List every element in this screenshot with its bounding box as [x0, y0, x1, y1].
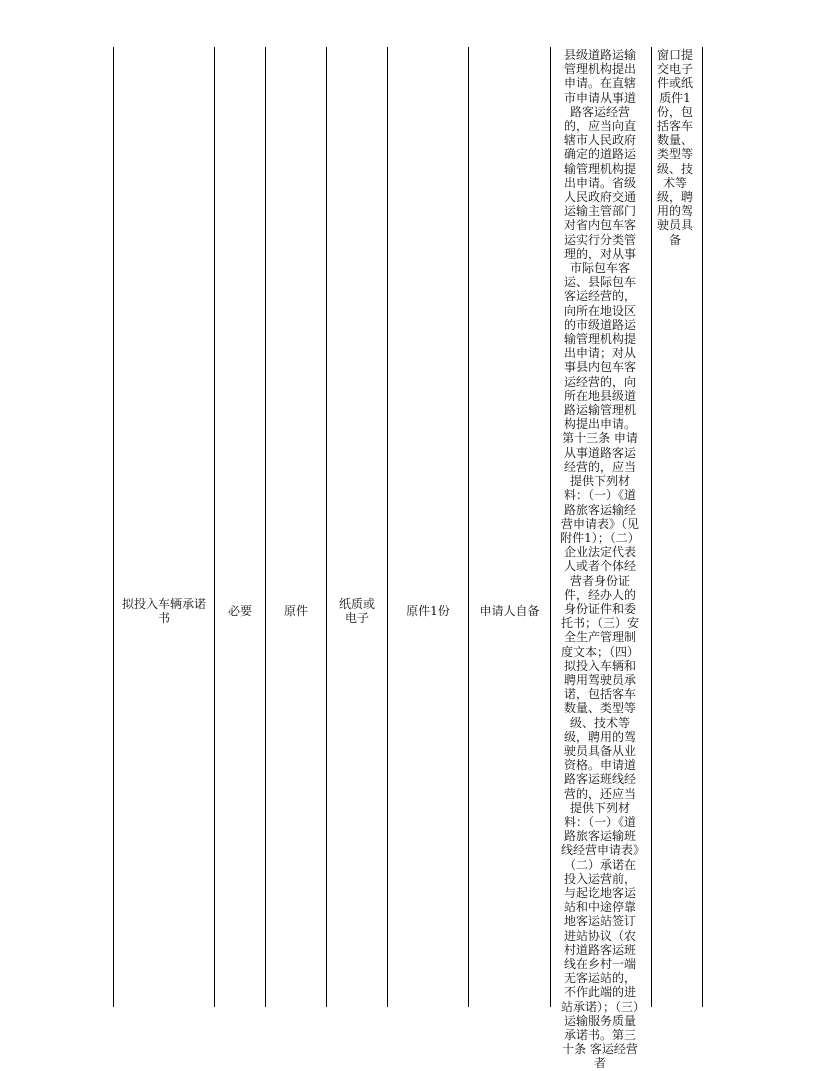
submission-note-cell: 窗口提交电子件或纸质件1份，包括客车数量、类型等级、技术等级，聘用的驾驶员具备 [656, 48, 693, 247]
column-divider [387, 47, 388, 1007]
material-name-cell: 拟投入车辆承诺书 [121, 597, 206, 625]
source-cell: 申请人自备 [479, 604, 540, 618]
column-divider [468, 47, 469, 1007]
quantity-cell: 原件1份 [406, 604, 450, 618]
column-divider [214, 47, 215, 1007]
table-border-left [113, 47, 114, 1007]
legal-basis-cell: 县级道路运输管理机构提出申请。在直辖市申请从事道路客运经营的，应当向直辖市人民政府确定的道路运输管理机构提出申请。省级人民政府交通运输主管部门对省内包车客运实行分类管理的，对从事市际包车客运、县际包车客运经营的，向所在地设区的市级道路运输管理机构提出申请；对从事县内包车客运经营的，向所在地县级道路运输管理机构提出申请。第十三条 申请从事道路客运经营的，应当提供下列材料：（一）《道路旅客运输经营申请表》（见附件1）；（二）企业法定代表人或者个体经营者身份证件，经办人的身份证件和委托书；（三）安全生产管理制度文本；（四）拟投入车辆和聘用驾驶员承诺，包括客车数量、类型等级、技术等级，聘用的驾驶员具备从业资格。申请道路客运班线经营的，还应当提供下列材料：（一）《道路旅客运输班线经营申请表》（二）承诺在投入运营前，与起讫地客运站和中途停靠地客运站签订进站协议（农村道路客运班线在乡村一端无客运站的，不作此端的进站承诺）；（三）运输服务质量承诺书。第三十条 客运经营者 [560, 48, 640, 1071]
column-divider [326, 47, 327, 1007]
form-cell: 纸质或电子 [338, 597, 375, 625]
table-border-right [702, 47, 703, 1007]
original-copy-cell: 原件 [283, 604, 308, 618]
column-divider [265, 47, 266, 1007]
column-divider [550, 47, 551, 1007]
column-divider [651, 47, 652, 1007]
requirement-cell: 必要 [227, 604, 252, 618]
